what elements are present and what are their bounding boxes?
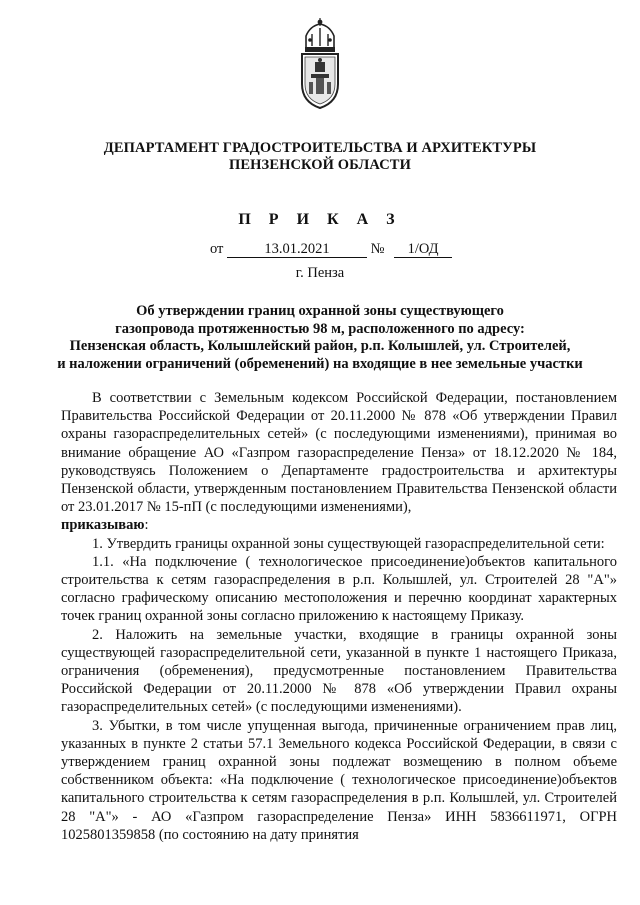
order-word-paragraph [61,516,617,534]
order-city: г. Пенза [295,265,345,281]
order-number: 1/ОД [394,241,452,258]
order-date-number-line [210,241,452,258]
date-prefix: от [210,241,224,257]
preamble-paragraph [61,389,617,516]
subject-line-3: Пензенская область, Колышлейский район, р.п. Колышлей, ул. Строителей, [69,338,571,355]
subject-line-2: газопровода протяженностью 98 м, расположенного по адресу: [115,320,525,337]
number-prefix: № [370,241,385,257]
document-title: П Р И К А З [238,211,402,228]
subject-line-1: Об утверждении границ охранной зоны существующего [136,303,504,319]
department-line-2: ПЕНЗЕНСКОЙ ОБЛАСТИ [229,157,411,173]
item-3: 3. Убытки, в том числе упущенная выгода, причиненные ограничением прав лиц, указанных в пункте 2 статьи 57.1 Земельного кодекса Российской Федерации, в связи с утверждением границ охранной зоны подлежат возмещению в полном объеме собственником объекта: «На подключение ( технологическое присоединение)объектов капитального строительства к сетям газораспределения в р.п. Колышлей, ул. Строителей 28 "А"» - АО «Газпром газораспределение Пенза» ИНН 5836611971, ОГРН 1025801359858 (по состоянию на дату принятия [61,717,617,843]
item-1: 1. Утвердить границы охранной зоны существующей газораспределительной сети: [92,535,605,552]
coat-of-arms-icon [296,18,344,110]
preamble-text: В соответствии с Земельным кодексом Российской Федерации, постановлением Правительства Российской Федерации от 20.11.2000 № 878 «Об утверждении Правил охраны газораспределительных сетей» (с последующими изменениями), принимая во внимание обращение АО «Газпром газораспределение Пенза» от 18.12.2020 № 184, руководствуясь Положением о Департаменте градостроительства и архитектуры Пензенской области, утвержденным постановлением Правительства Пензенской области от 23.01.2017 № 15-пП (с последующими изменениями), [61,390,617,516]
item-1-1: 1.1. «На подключение ( технологическое присоединение)объектов капитального строительства к сетям газораспределения в р.п. Колышлей, ул. Строителей 28 "А"» согласно графическому описанию местоположения и перечню координат характерных точек границ охранной зоны согласно приложению к настоящему Приказу. [61,553,617,625]
order-word: приказываю [61,517,145,534]
order-subject [0,303,640,373]
item-2: 2. Наложить на земельные участки, входящие в границы охранной зоны существующей газораспределительной сети, указанной в пункте 1 настоящего Приказа, ограничения (обременения), предусмотренные постановлением Правительства Российской Федерации от 20.11.2000 № 878 «Об утверждении Правил охраны газораспределительных сетей» (с последующими изменениями). [61,626,617,716]
department-line-1: ДЕПАРТАМЕНТ ГРАДОСТРОИТЕЛЬСТВА И АРХИТЕКТУРЫ [103,140,537,156]
order-word-colon: : [144,517,149,534]
order-date: 13.01.2021 [227,241,367,258]
order-body [61,389,617,844]
subject-line-4: и наложении ограничений (обременений) на входящие в нее земельные участки [57,355,583,372]
department-name [0,140,640,174]
